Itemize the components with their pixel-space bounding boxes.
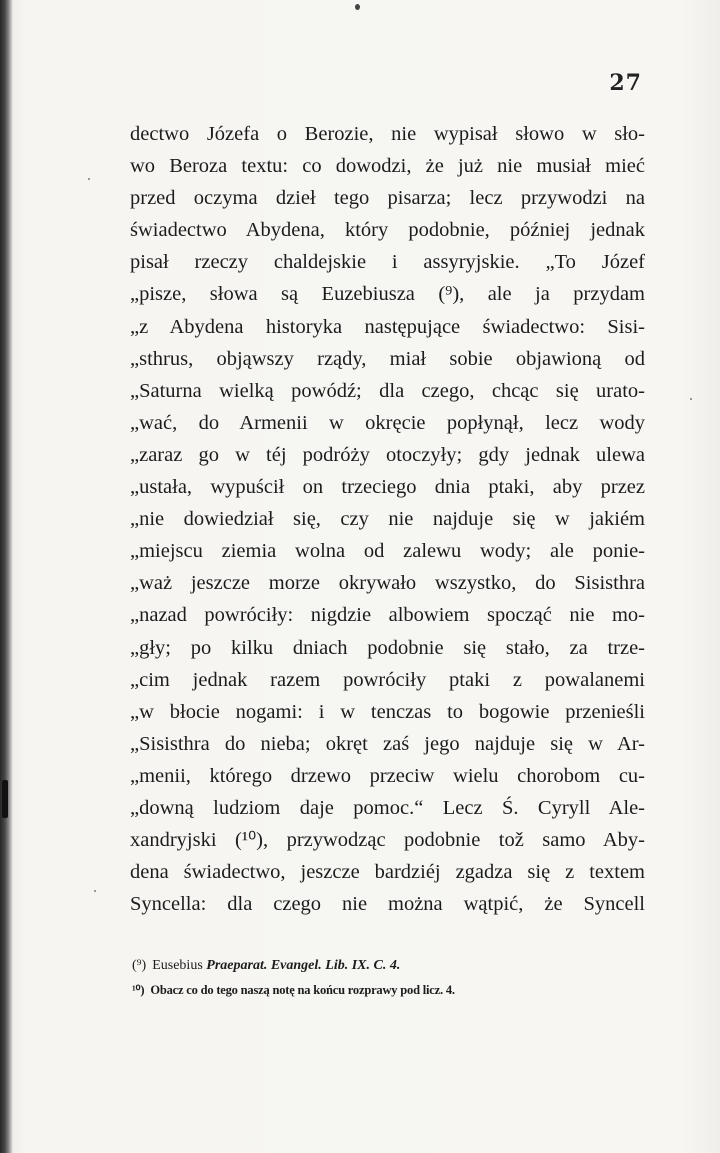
text-line: „z Abydena historyka następujące świadectwo: Sisi- [130,315,645,338]
text-line: „Saturna wielką powódź; dla czego, chcąc się urato- [130,379,645,402]
text-line: „w błocie nogami: i w tenczas to bogowie przenieśli [130,700,645,723]
text-line: „miejscu ziemia wolna od zalewu wody; ale ponie- [130,540,645,563]
body-text [130,118,645,920]
footnote-text: Eusebius [152,958,207,973]
text-line: przed oczyma dzieł tego pisarza; lecz przywodzi na [130,187,645,210]
binding-mark [2,780,8,818]
text-line: wo Beroza textu: co dowodzi, że już nie musiał mieć [130,155,645,178]
text-line: dena świadectwo, jeszcze bardziéj zgadza się z textem [130,861,645,884]
footnote-text: Obacz co do tego naszą notę na końcu rozprawy pod licz. 4. [150,983,455,997]
page-number: 27 [609,70,642,96]
text-line: pisał rzeczy chaldejskie i assyryjskie. „To Józef [130,251,645,274]
ink-speck [88,178,90,180]
text-line: „Sisisthra do nieba; okręt zaś jego najduje się w Ar- [130,732,645,755]
text-line: „ustała, wypuścił on trzeciego dnia ptaki, aby przez [130,476,645,499]
text-line: „menii, którego drzewo przeciw wielu chorobom cu- [130,764,645,787]
footnote-marker: ¹⁰) [132,983,145,997]
text-line: „pisze, słowa są Euzebiusza (⁹), ale ja przydam [130,283,645,306]
footnote-9 [132,954,632,978]
text-line: „cim jednak razem powróciły ptaki z powalanemi [130,668,645,691]
footnote-marker: (⁹) [132,958,147,973]
text-line: „waż jeszcze morze okrywało wszystko, do Sisisthra [130,572,645,595]
ink-speck [355,4,360,10]
text-line: „downą ludziom daje pomoc.“ Lecz Ś. Cyryll Ale- [130,796,645,819]
text-line: „gły; po kilku dniach podobnie się stało, za trze- [130,636,645,659]
text-line: „nie dowiedział się, czy nie najduje się w jakiém [130,508,645,531]
text-line: „wać, do Armenii w okręcie popłynął, lecz wody [130,411,645,434]
text-line: „zaraz go w téj podróży otoczyły; gdy jednak ulewa [130,443,645,466]
text-line: „nazad powróciły: nigdzie albowiem spocząć nie mo- [130,604,645,627]
ink-speck [690,398,692,400]
text-line: dectwo Józefa o Berozie, nie wypisał słowo w sło- [130,123,645,145]
text-line: „sthrus, objąwszy rządy, miał sobie objawioną od [130,347,645,370]
text-line: xandryjski (¹⁰), przywodząc podobnie tož samo Aby- [130,829,645,852]
binding-edge [0,0,13,1153]
footnotes [132,954,632,1002]
text-line: świadectwo Abydena, który podobnie, później jednak [130,219,645,242]
text-line: Syncella: dla czego nie można wątpić, że Syncell [130,893,645,916]
ink-speck [94,890,96,892]
footnote-citation: Praeparat. Evangel. Lib. IX. C. 4. [206,958,401,973]
footnote-10 [132,978,632,1002]
